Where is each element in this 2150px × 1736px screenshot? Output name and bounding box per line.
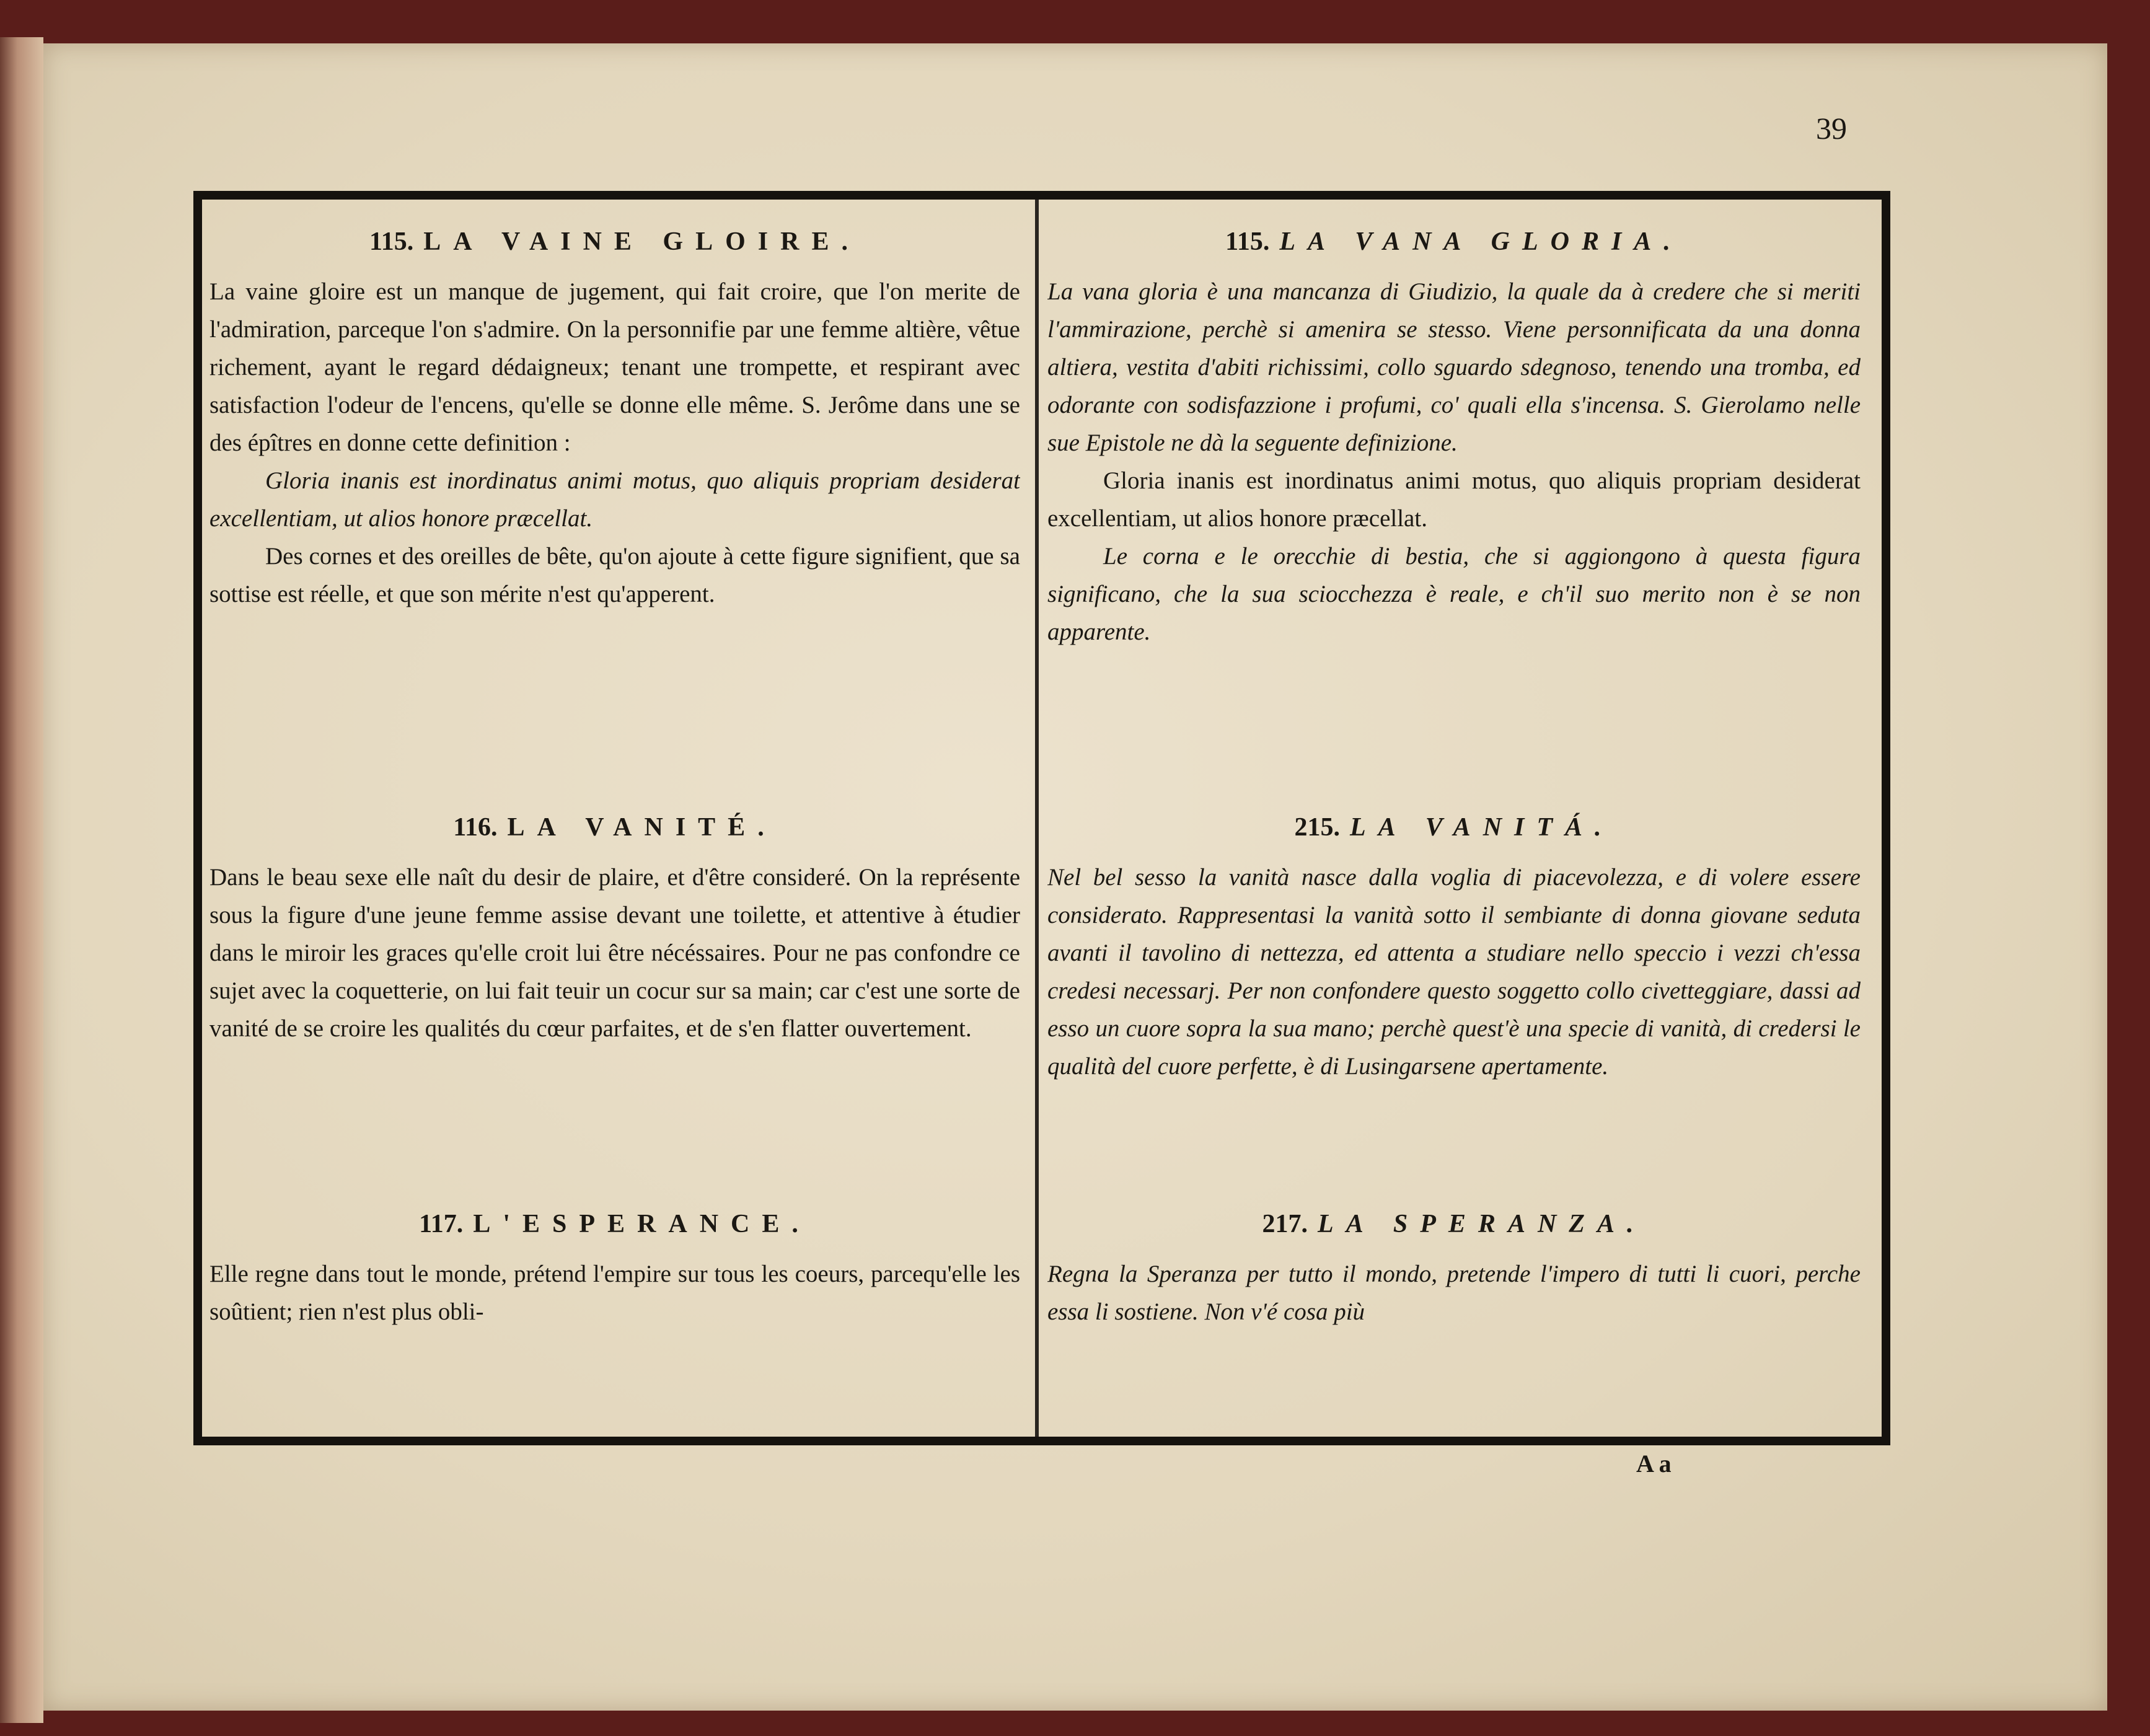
italian-section-speranza <box>1047 1205 1861 1429</box>
section-heading <box>1047 223 1861 260</box>
latin-quote: Gloria inanis est inordinatus animi motus, quo aliquis propriam desiderat excellentiam, ut alios honore præcellat. <box>1047 467 1861 532</box>
section-heading <box>1047 1205 1861 1243</box>
latin-quote: Gloria inanis est inordinatus animi motus, quo aliquis propriam desiderat excellentiam, ut alios honore præcellat. <box>209 467 1020 532</box>
paragraph: Des cornes et des oreilles de bête, qu'on ajoute à cette figure signifient, que sa sottise est réelle, et que son mérite n'est qu'apperent. <box>209 543 1020 607</box>
paragraph: Elle regne dans tout le monde, prétend l'empire sur tous les coeurs, parcequ'elle les soûtient; rien n'est plus obli- <box>209 1261 1020 1325</box>
section-number: 117. <box>419 1210 464 1238</box>
italian-section-vanita <box>1047 809 1861 1205</box>
paragraph: Le corna e le orecchie di bestia, che si aggiongono à questa figura significano, che la sua sciocchezza è reale, e ch'il suo merito non è se non apparente. <box>1047 543 1861 645</box>
page-number: 39 <box>1816 111 1847 146</box>
section-number: 115. <box>369 227 414 256</box>
section-number: 115. <box>1225 227 1270 256</box>
section-heading <box>1047 809 1861 846</box>
section-number: 116. <box>453 813 498 842</box>
section-title: LA VANITÁ. <box>1349 813 1614 842</box>
section-title: LA SPERANZA. <box>1318 1210 1646 1238</box>
section-title: LA VANA GLORIA. <box>1279 227 1683 256</box>
italian-column <box>1047 223 1861 1429</box>
paragraph: La vaine gloire est un manque de jugement, qui fait croire, que l'on merite de l'admiration, parceque l'on s'admire. On la personnifie par une femme altière, vêtue richement, ayant le regard dédaigneux; tenant une trompette, et respirant avec satisfaction l'odeur de l'encens, qu'elle se donne elle même. S. Jerôme dans une se des épîtres en donne cette definition : <box>209 278 1020 456</box>
section-heading <box>209 809 1020 846</box>
section-heading <box>209 1205 1020 1243</box>
section-number: 215. <box>1294 813 1340 842</box>
paragraph: Nel bel sesso la vanità nasce dalla voglia di piacevolezza, e di volere essere considerato. Rappresentasi la vanità sotto il sembiante di donna giovane seduta avanti il tavolino di nettezza, ed attenta a studiare nello speccio i vezzi ch'essa credesi necessarj. Per non confondere questo soggetto collo civetteggiare, dassi ad esso un cuore sopra la sua mano; perchè quest'è una specie di vanità, di credersi le qualità del cuore perfette, è di Lusingarsene apertamente. <box>1047 864 1861 1080</box>
section-title: LA VANITÉ. <box>507 813 777 842</box>
book-spine <box>0 37 43 1723</box>
french-column <box>209 223 1020 1429</box>
french-section-vaine-gloire <box>209 223 1020 809</box>
italian-section-vana-gloria <box>1047 223 1861 809</box>
french-section-vanite <box>209 809 1020 1205</box>
section-title: LA VAINE GLOIRE. <box>423 227 860 256</box>
section-number: 217. <box>1262 1210 1308 1238</box>
paragraph: Regna la Speranza per tutto il mondo, pretende l'impero di tutti li cuori, perche essa li sostiene. Non v'é cosa più <box>1047 1261 1861 1325</box>
french-section-esperance <box>209 1205 1020 1429</box>
section-heading <box>209 223 1020 260</box>
section-title: L'ESPERANCE. <box>473 1210 811 1238</box>
paragraph: Dans le beau sexe elle naît du desir de plaire, et d'être consideré. On la représente sous la figure d'une jeune femme assise devant une toilette, et attentive à étudier dans le miroir les graces qu'elle croit lui être nécéssaires. Pour ne pas confondre ce sujet avec la coquetterie, on lui fait teuir un cocur sur sa main; car c'est une sorte de vanité de se croire les qualités du cœur parfaites, et de s'en flatter ouvertement. <box>209 864 1020 1042</box>
paragraph: La vana gloria è una mancanza di Giudizio, la quale da à credere che si meriti l'ammirazione, perchè si amenira se stesso. Viene personnificata da una donna altiera, vestita d'abiti richissimi, collo sguardo sdegnoso, tenendo una tromba, ed odorante con sodisfazzione i profumi, co' quali ella s'incensa. S. Gierolamo nelle sue Epistole ne dà la seguente definizione. <box>1047 278 1861 456</box>
column-divider <box>1035 200 1039 1437</box>
signature-mark: A a <box>1636 1450 1672 1478</box>
